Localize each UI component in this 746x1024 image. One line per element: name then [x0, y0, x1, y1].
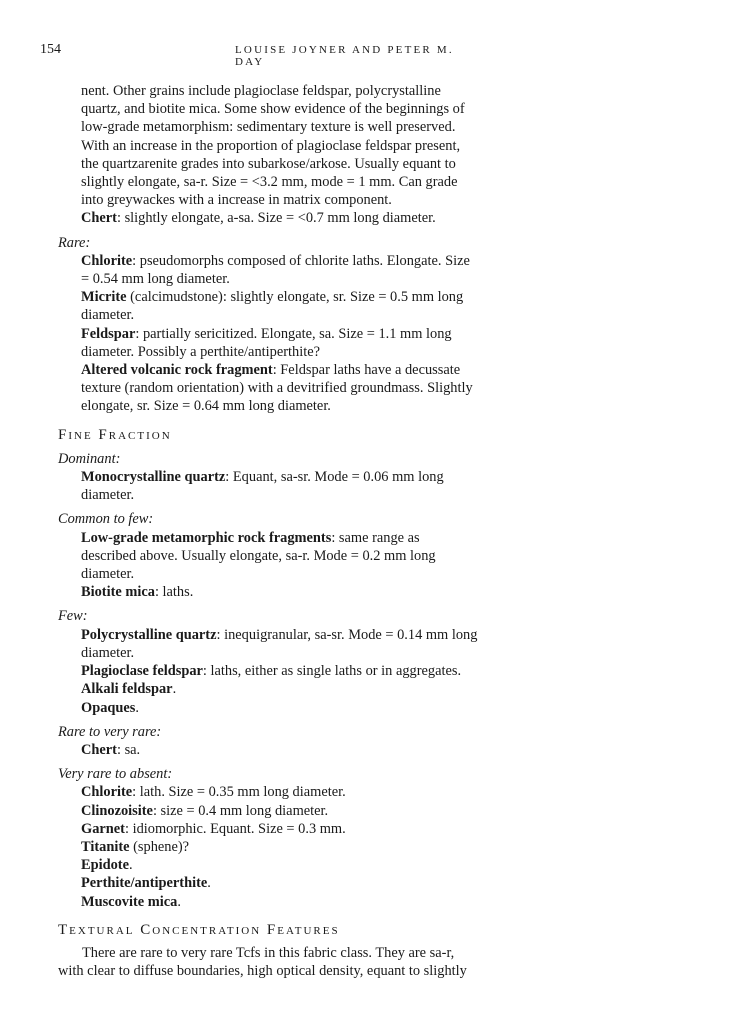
mineral-entry — [81, 893, 478, 911]
mineral-term: Chert — [81, 210, 117, 227]
mineral-description: . — [172, 681, 177, 698]
mineral-entry — [81, 325, 478, 361]
entry-list — [58, 626, 478, 717]
mineral-entry — [81, 856, 478, 874]
mineral-term: Polycrystalline quartz — [81, 626, 217, 643]
section-heading-textural-concentration-features: Textural Concentration Features — [58, 921, 340, 938]
body-paragraph: There are rare to very rare Tcfs in this fabric class. They are sa-r, with clear to diffuse boundaries, high optical density, equant to slightly — [58, 944, 467, 980]
text-line: With an increase in the proportion of plagioclase feldspar present, — [81, 137, 461, 154]
text-line: nent. Other grains include plagioclase feldspar, polycrystalline — [81, 83, 441, 99]
mineral-term: Micrite — [81, 289, 127, 306]
mineral-entry — [81, 680, 478, 698]
mineral-description: : partially sericitized. Elongate, sa. Size = 1.1 mm long diameter. Possibly a perthite/antiperthite? — [81, 325, 452, 360]
mineral-description: (sphene)? — [129, 838, 190, 855]
dominant-group — [58, 450, 478, 505]
mineral-entry — [81, 838, 478, 856]
rare-group — [58, 234, 478, 416]
mineral-term: Monocrystalline quartz — [81, 469, 226, 486]
mineral-description: : pseudomorphs composed of chlorite laths. Elongate. Size = 0.54 mm long diameter. — [81, 252, 470, 288]
frequency-label: Few: — [58, 608, 88, 625]
mineral-entry — [81, 820, 478, 838]
text-line: quartz, and biotite mica. Some show evidence of the beginnings of — [81, 101, 465, 118]
mineral-term: Chlorite — [81, 252, 133, 269]
text-line: low-grade metamorphism: sedimentary texture is well preserved. — [81, 119, 456, 136]
frequency-label: Dominant: — [58, 450, 121, 467]
mineral-description: : sa. — [116, 741, 141, 758]
rare-to-very-rare-group — [58, 723, 478, 759]
mineral-term: Garnet — [81, 820, 125, 837]
mineral-entry — [81, 626, 478, 662]
frequency-label: Very rare to absent: — [58, 766, 173, 783]
mineral-term: Opaques — [81, 699, 136, 716]
very-rare-to-absent-group — [58, 765, 478, 911]
mineral-entry — [81, 802, 478, 820]
mineral-term: Biotite mica — [81, 584, 155, 601]
mineral-description: : Feldspar laths have a decussate texture (random orientation) with a devitrified groundmass. Slightly elongate, sr. Size = 0.64 mm long diameter. — [81, 362, 473, 415]
mineral-description: : size = 0.4 mm long diameter. — [152, 802, 329, 819]
mineral-term: Perthite/antiperthite — [81, 875, 208, 892]
entry-list — [58, 741, 478, 759]
mineral-description: : inequigranular, sa-sr. Mode = 0.14 mm long diameter. — [81, 626, 478, 661]
mineral-term: Muscovite mica — [81, 893, 178, 910]
common-to-few-group — [58, 510, 478, 601]
mineral-entry — [81, 583, 478, 601]
mineral-entry — [81, 252, 478, 288]
mineral-description: : laths, either as single laths or in aggregates. — [202, 663, 462, 680]
text-line: into greywackes with a increase in matrix component. — [81, 192, 392, 209]
intro-block — [58, 82, 478, 228]
mineral-description: : lath. Size = 0.35 mm long diameter. — [132, 784, 346, 801]
page-header — [40, 42, 480, 68]
mineral-entry — [81, 662, 478, 680]
frequency-label: Rare: — [58, 234, 91, 251]
frequency-label: Rare to very rare: — [58, 723, 162, 740]
mineral-term: Altered volcanic rock fragment — [81, 362, 273, 379]
mineral-term: Epidote — [81, 857, 129, 874]
mineral-entry — [81, 361, 478, 416]
mineral-term: Chert — [81, 741, 117, 758]
mineral-description: : same range as described above. Usually elongate, sa-r. Mode = 0.2 mm long diameter. — [81, 529, 436, 583]
entry-list — [58, 529, 478, 602]
mineral-description: . — [207, 875, 211, 892]
mineral-entry — [81, 783, 478, 801]
page-number: 154 — [40, 42, 61, 57]
mineral-description: : idiomorphic. Equant. Size = 0.3 mm. — [124, 820, 346, 837]
mineral-description: : Equant, sa-sr. Mode = 0.06 mm long diameter. — [81, 469, 444, 504]
mineral-term: Plagioclase feldspar — [81, 663, 203, 680]
mineral-term: Titanite — [81, 838, 130, 855]
entry-list — [58, 783, 478, 910]
mineral-description: . — [128, 857, 133, 874]
mineral-description: . — [135, 699, 139, 716]
mineral-term: Chlorite — [81, 784, 133, 801]
body-text — [58, 82, 478, 980]
mineral-term: Low-grade metamorphic rock fragments — [81, 529, 332, 546]
mineral-description: . — [177, 893, 181, 910]
mineral-entry — [81, 288, 478, 324]
entry-list — [58, 468, 478, 504]
mineral-entry — [81, 699, 478, 717]
mineral-entry — [81, 741, 478, 759]
mineral-entry — [81, 209, 478, 227]
running-head: LOUISE JOYNER AND PETER M. DAY — [235, 44, 454, 68]
text-line: the quartzarenite grades into subarkose/arkose. Usually equant to — [81, 155, 456, 172]
frequency-label: Common to few: — [58, 511, 154, 528]
mineral-term: Alkali feldspar — [81, 681, 173, 698]
section-heading-fine-fraction: Fine Fraction — [58, 426, 172, 443]
mineral-entry — [81, 529, 478, 584]
mineral-description: : laths. — [154, 584, 194, 601]
mineral-entry — [81, 874, 478, 892]
few-group — [58, 607, 478, 716]
text-line: slightly elongate, sa-r. Size = <3.2 mm, mode = 1 mm. Can grade — [81, 174, 458, 191]
mineral-term: Clinozoisite — [81, 802, 153, 819]
mineral-entry — [81, 468, 478, 504]
entry-list — [58, 252, 478, 416]
mineral-term: Feldspar — [81, 325, 136, 342]
mineral-description: : slightly elongate, a-sa. Size = <0.7 mm long diameter. — [116, 210, 436, 227]
mineral-description: (calcimudstone): slightly elongate, sr. Size = 0.5 mm long diameter. — [81, 289, 464, 324]
